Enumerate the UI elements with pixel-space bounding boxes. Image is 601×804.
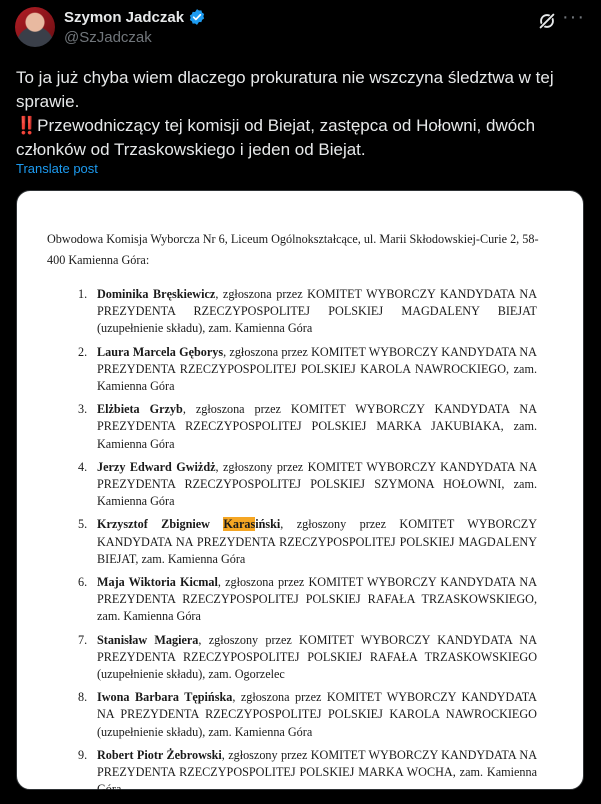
member-name: Dominika Bręskiewicz [97,287,216,301]
member-name: Elżbieta Grzyb [97,402,183,417]
member-name: Laura Marcela Gęborys [97,344,224,359]
member-description: , zgłoszony przez KOMITET WYBORCZY KANDYDATA NA PREZYDENTA RZECZYPOSPOLITEJ POLSKIEJ MARKA WOCHA, zam. Kamienna [97,747,537,780]
attached-image[interactable] [16,190,584,790]
list-item [78,632,538,684]
grok-icon[interactable] [536,10,558,32]
member-name: Jerzy Edward Gwiżdż [97,459,216,474]
author-handle[interactable]: @SzJadczak [64,29,152,46]
member-description: , zgłoszony przez KOMITET WYBORCZY KANDYDATA NA PREZYDENTA RZECZYPOSPOLITEJ POLSKIEJ RAFAŁA TRZASKOWSKIEGO (uzupełnienie składu), zam. Ogorzelec [97,632,538,682]
member-description: , zgłoszona przez KOMITET WYBORCZY KANDYDATA NA PREZYDENTA RZECZYPOSPOLITEJ POLSKIEJ MARKA JAKUBIAKA, zam. Kamienna Góra [97,402,537,451]
member-name: Maja Wiktoria Kicmal [97,575,218,590]
list-item-number: 5. [78,517,88,532]
list-item-number: 9. [78,747,88,762]
list-item-number: 8. [78,690,88,705]
member-description: , zgłoszona przez KOMITET WYBORCZY KANDYDATA NA PREZYDENTA RZECZYPOSPOLITEJ POLSKIEJ MAGDALENY BIEJAT (uzupełnienie składu), zam. Kamienna Góra [97,287,537,336]
more-options-icon[interactable]: ··· [562,6,585,28]
post-line-1: To ja już chyba wiem dlaczego prokuratura nie wszczyna śledztwa w tej sprawie. [16,68,554,111]
post-line-2-text: Przewodniczący tej komisji od Biejat, zastępca od Hołowni, dwóch członków od Trzaskowskiego i jeden od Biejat. [16,116,536,159]
member-description: , zgłoszony przez KOMITET WYBORCZY KANDYDATA NA PREZYDENTA RZECZYPOSPOLITEJ POLSKIEJ SZYMONA HOŁOWNI, zam. Kamienna Góra [97,459,538,509]
list-item-number: 4. [78,459,88,474]
translate-post-link[interactable]: Translate post [16,161,98,176]
member-description: , zgłoszona przez KOMITET WYBORCZY KANDYDATA NA PREZYDENTA RZECZYPOSPOLITEJ POLSKIEJ KAROLA NAWROCKIEGO, zam. Kamienna Góra [97,344,537,394]
list-item [78,344,537,396]
list-item-number: 2. [78,344,88,359]
highlighted-text: Karas [223,517,256,532]
post-text [16,66,576,162]
post-header [0,0,601,60]
member-description: , zgłoszona przez KOMITET WYBORCZY KANDYDATA NA PREZYDENTA RZECZYPOSPOLITEJ POLSKIEJ RAFAŁA TRZASKOWSKIEGO, zam. Kamienna Góra [97,575,538,624]
member-name: Iwona Barbara Tępińska [97,690,233,705]
list-item-number: 3. [78,402,88,417]
member-description: , zgłoszona przez KOMITET WYBORCZY KANDYDATA NA PREZYDENTA RZECZYPOSPOLITEJ POLSKIEJ KAROLA NAWROCKIEGO (uzupełnienie składu), zam. Kamienna Góra [97,690,537,739]
list-item-number: 7. [78,632,88,647]
list-item [78,401,537,453]
member-list [78,286,538,804]
divider [0,790,601,796]
list-item [78,689,537,741]
list-item [78,574,538,626]
author-name[interactable]: Szymon Jadczak [64,8,185,26]
document-header: Obwodowa Komisja Wyborcza Nr 6, Liceum Ogólnokształcące, ul. Marii Skłodowskiej-Curie 2, 58-400 Kamienna Góra: [47,232,539,267]
member-description: , zgłoszony przez KOMITET WYBORCZY KANDYDATA NA PREZYDENTA RZECZYPOSPOLITEJ POLSKIEJ MAGDALENY BIEJAT, zam. Kamienna Góra [97,517,537,566]
author-name-row[interactable] [64,8,206,26]
list-item [78,516,537,568]
verified-badge-icon [188,8,206,26]
member-name: Robert Piotr Żebrowski [97,747,222,762]
post-line-2 [16,114,576,162]
member-name: Stanisław Magiera [97,632,199,647]
avatar[interactable] [15,7,55,47]
list-item [78,286,537,338]
list-item-number: 1. [78,287,88,301]
member-name: Krzysztof Zbigniew Karasiński [97,517,281,532]
list-item [78,459,538,511]
double-exclamation-icon: ‼️ [16,116,38,135]
list-item-number: 6. [78,575,88,590]
